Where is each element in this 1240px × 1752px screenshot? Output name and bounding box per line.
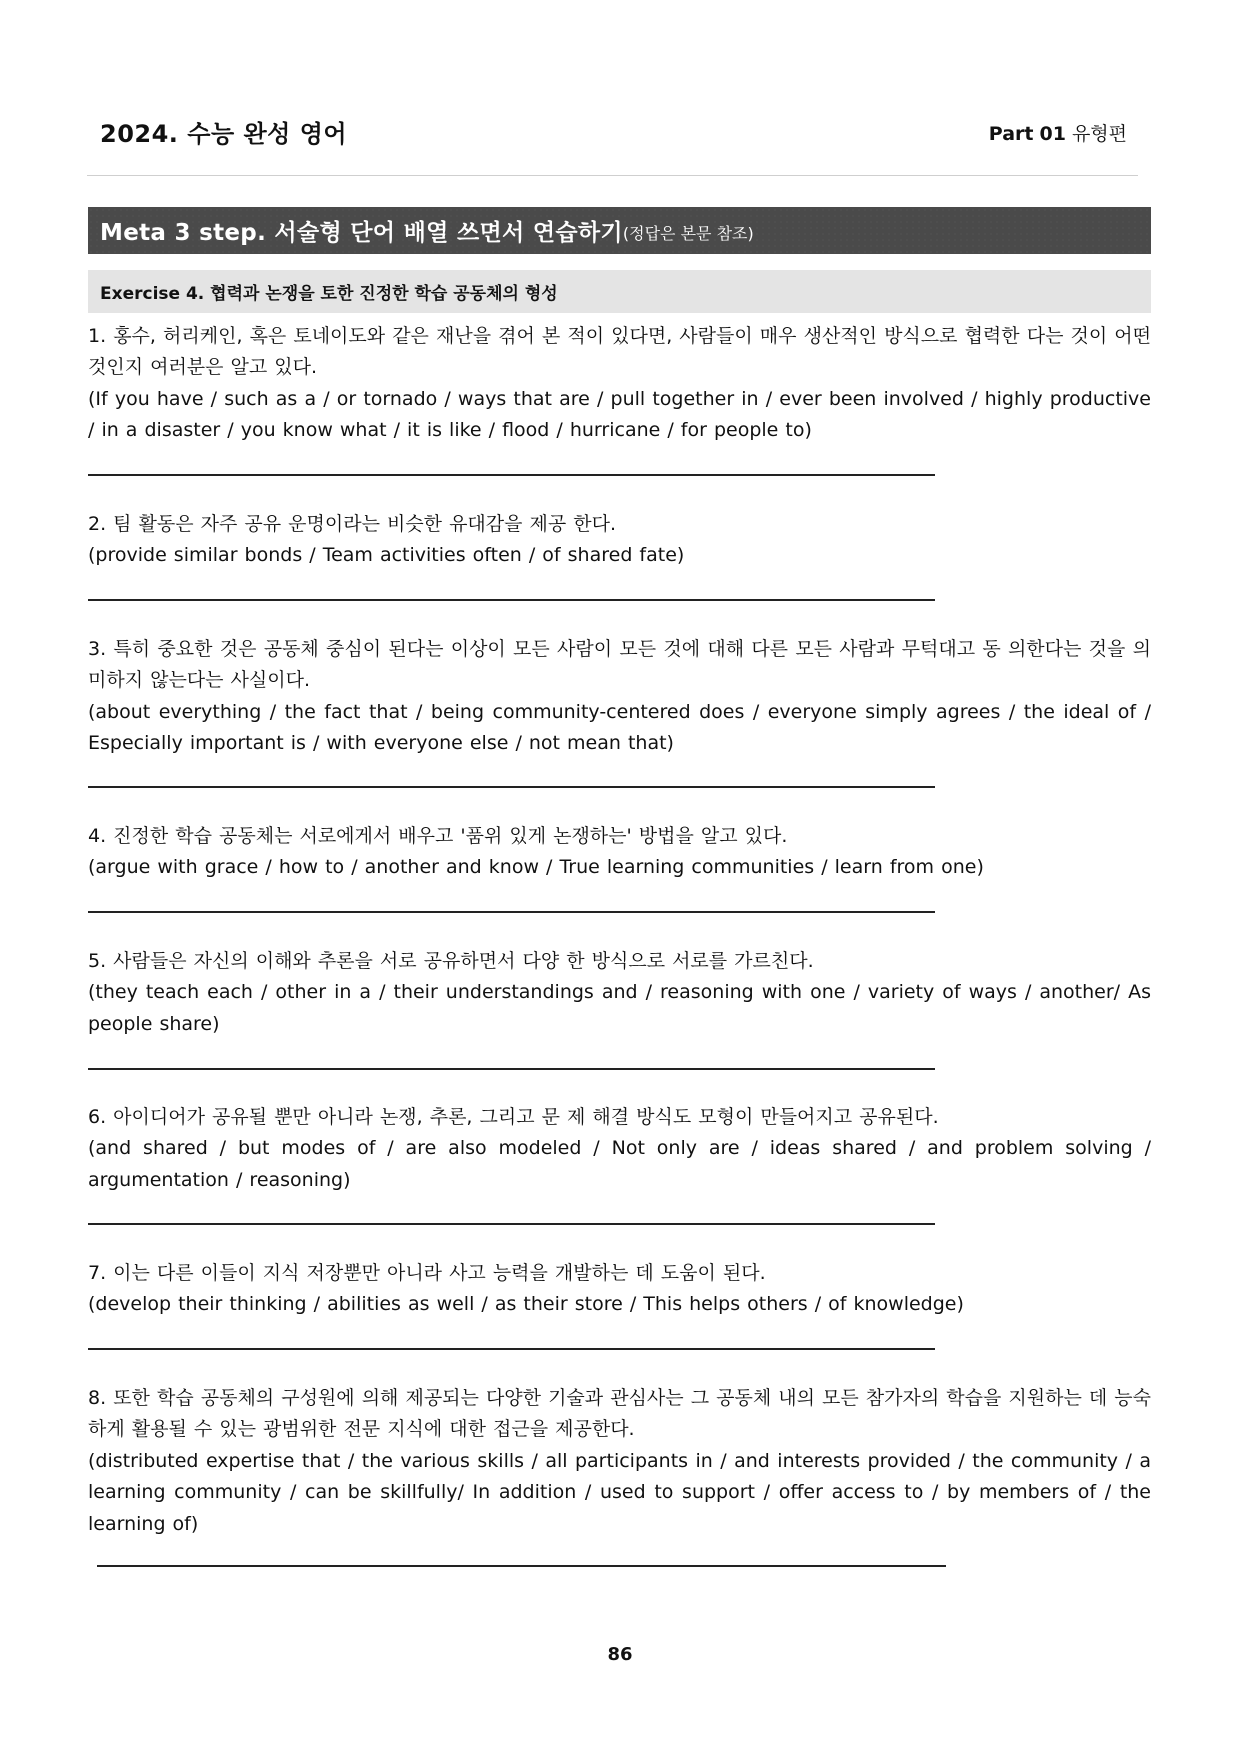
answer-line-5[interactable]	[88, 1068, 935, 1070]
answer-line-4[interactable]	[88, 911, 935, 913]
section-subtitle: (정답은 본문 참조)	[622, 224, 754, 243]
word-chunks: (about everything / the fact that / being community-centered does / everyone simply agrees / the ideal of / Especially important is / with everyone else / not mean that)	[88, 700, 1151, 755]
exercise-item-3	[88, 634, 1151, 760]
section-title-bar	[88, 207, 1151, 254]
page-number: 86	[607, 1644, 633, 1665]
exercise-title-bar	[88, 270, 1151, 313]
exercise-item-7	[88, 1258, 1151, 1321]
exercise-item-4	[88, 821, 1151, 884]
word-chunks: (argue with grace / how to / another and know / True learning communities / learn from one)	[88, 856, 984, 879]
word-chunks: (If you have / such as a / or tornado / ways that are / pull together in / ever been involved / highly productive / in a disaster / you know what / it is like / flood / hurricane / for people to)	[88, 387, 1151, 442]
word-chunks: (provide similar bonds / Team activities often / of shared fate)	[88, 544, 685, 567]
part-number: 01	[1039, 123, 1066, 145]
korean-sentence: 1. 홍수, 허리케인, 혹은 토네이도와 같은 재난을 겪어 본 적이 있다면, 사람들이 매우 생산적인 방식으로 협력한 다는 것이 어떤 것인지 여러분은 알고 있다.	[88, 325, 1151, 379]
section-title: Meta 3 step. 서술형 단어 배열 쓰면서 연습하기	[100, 220, 623, 246]
answer-line-1[interactable]	[88, 474, 935, 476]
korean-sentence: 3. 특히 중요한 것은 공동체 중심이 된다는 이상이 모든 사람이 모든 것에 대해 다른 모든 사람과 무턱대고 동 의한다는 것을 의미하지 않는다는 사실이다.	[88, 638, 1151, 692]
header-divider	[87, 175, 1138, 176]
korean-sentence: 2. 팀 활동은 자주 공유 운명이라는 비슷한 유대감을 제공 한다.	[88, 513, 617, 535]
answer-line-6[interactable]	[88, 1223, 935, 1225]
exercise-item-2	[88, 509, 1151, 572]
book-title: 2024. 수능 완성 영어	[100, 120, 348, 148]
exercise-item-6	[88, 1102, 1151, 1196]
answer-line-8[interactable]	[97, 1565, 946, 1567]
korean-sentence: 4. 진정한 학습 공동체는 서로에게서 배우고 '품위 있게 논쟁하는' 방법을 알고 있다.	[88, 825, 788, 847]
korean-sentence: 7. 이는 다른 이들이 지식 저장뿐만 아니라 사고 능력을 개발하는 데 도움이 된다.	[88, 1262, 766, 1284]
exercise-item-8	[88, 1383, 1151, 1540]
answer-line-7[interactable]	[88, 1348, 935, 1350]
exercise-item-5	[88, 946, 1151, 1040]
word-chunks: (they teach each / other in a / their understandings and / reasoning with one / variety of ways / another/ As people share)	[88, 981, 1151, 1035]
page-header	[100, 114, 1127, 154]
korean-sentence: 8. 또한 학습 공동체의 구성원에 의해 제공되는 다양한 기술과 관심사는 그 공동체 내의 모든 참가자의 학습을 지원하는 데 능숙하게 활용될 수 있는 광범위한 전문 지식에 대한 접근을 제공한다.	[88, 1387, 1151, 1441]
part-word: Part	[988, 123, 1034, 145]
answer-line-3[interactable]	[88, 786, 935, 788]
exercise-title: Exercise 4. 협력과 논쟁을 토한 진정한 학습 공동체의 형성	[100, 284, 558, 304]
exercise-item-1	[88, 321, 1151, 447]
korean-sentence: 6. 아이디어가 공유될 뿐만 아니라 논쟁, 추론, 그리고 문 제 해결 방식도 모형이 만들어지고 공유된다.	[88, 1106, 939, 1128]
word-chunks: (distributed expertise that / the various skills / all participants in / and interests provided / the community / a learning community / can be skillfully/ In addition / used to support / offer access to / by members of / the learning of)	[88, 1449, 1151, 1535]
answer-line-2[interactable]	[88, 599, 935, 601]
korean-sentence: 5. 사람들은 자신의 이해와 추론을 서로 공유하면서 다양 한 방식으로 서로를 가르친다.	[88, 950, 814, 972]
word-chunks: (and shared / but modes of / are also modeled / Not only are / ideas shared / and problem solving / argumentation / reasoning)	[88, 1137, 1151, 1191]
word-chunks: (develop their thinking / abilities as well / as their store / This helps others / of knowledge)	[88, 1293, 964, 1316]
part-name: 유형편	[1071, 123, 1127, 145]
part-label	[989, 119, 1127, 146]
